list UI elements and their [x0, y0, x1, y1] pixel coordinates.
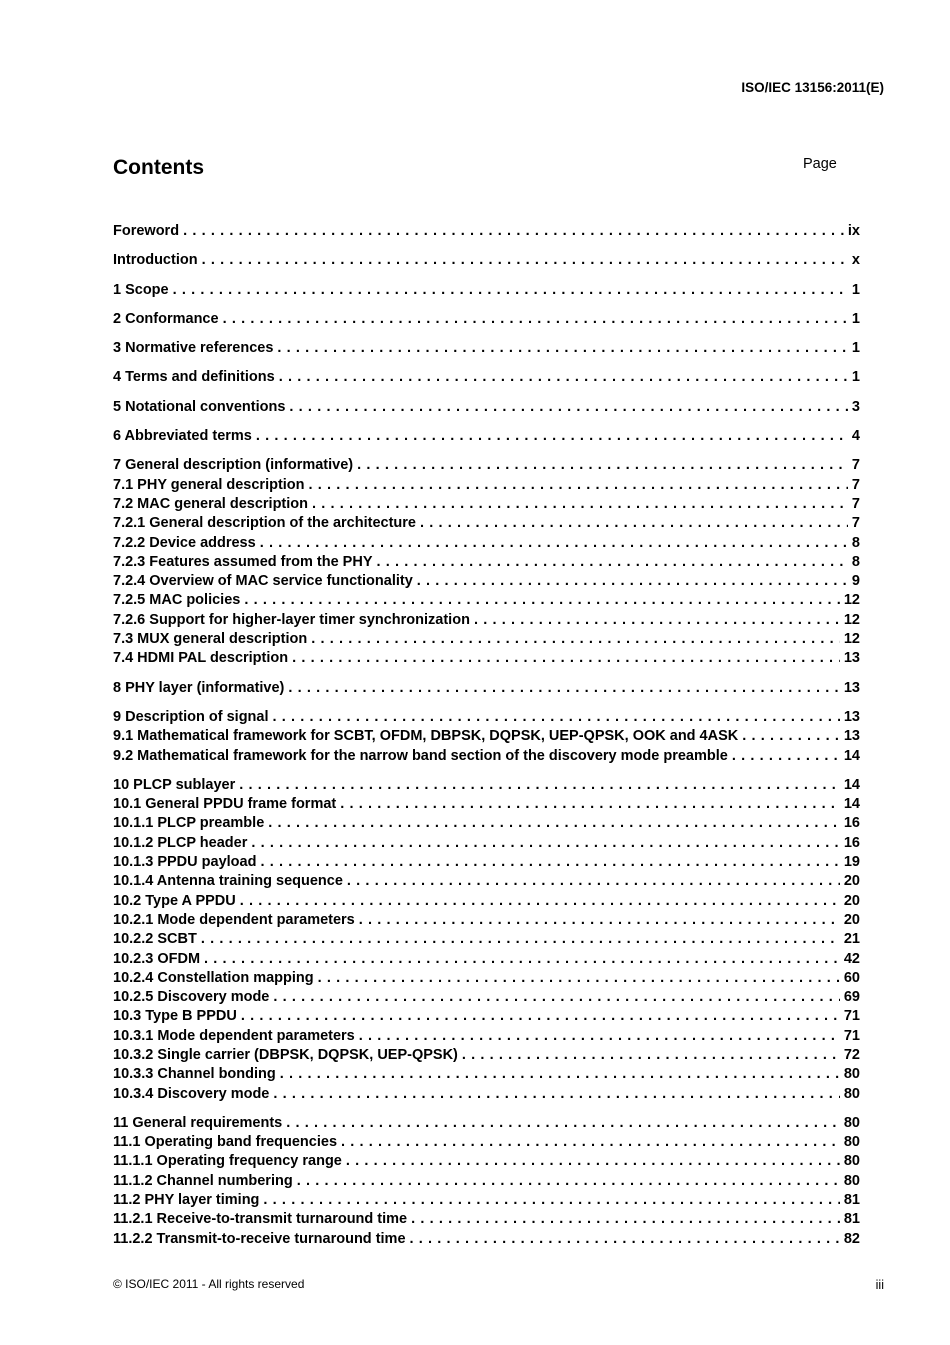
toc-entry-page: 7: [851, 495, 860, 512]
toc-entry[interactable]: [113, 572, 860, 591]
toc-entry-label: 2 Conformance: [113, 310, 219, 327]
toc-group: [113, 368, 860, 387]
toc-group: [113, 776, 860, 1104]
toc-entry-page: 71: [843, 1008, 860, 1025]
toc-entry-label: 10.1.2 PLCP header: [113, 834, 248, 851]
toc-leader-dots: [411, 1210, 840, 1229]
toc-entry-page: 81: [843, 1211, 860, 1228]
toc-entry-label: 7.2.2 Device address: [113, 534, 256, 551]
toc-entry-page: 80: [843, 1114, 860, 1131]
toc-leader-dots: [462, 1046, 840, 1065]
toc-entry[interactable]: [113, 930, 860, 949]
toc-entry-page: 42: [843, 950, 860, 967]
toc-entry-label: 10.2.4 Constellation mapping: [113, 969, 314, 986]
toc-entry[interactable]: [113, 776, 860, 795]
toc-entry-label: 10.1 General PPDU frame format: [113, 796, 337, 813]
toc-entry-label: 7.2.3 Features assumed from the PHY: [113, 553, 373, 570]
toc-entry-page: 8: [851, 553, 860, 570]
toc-entry-page: 80: [843, 1172, 860, 1189]
toc-leader-dots: [318, 969, 840, 988]
toc-leader-dots: [244, 591, 840, 610]
toc-entry-label: 11.1.1 Operating frequency range: [113, 1153, 342, 1170]
toc-leader-dots: [359, 911, 840, 930]
toc-entry[interactable]: [113, 1210, 860, 1229]
toc-entry-label: 1 Scope: [113, 281, 169, 298]
toc-entry-label: 10.1.4 Antenna training sequence: [113, 873, 343, 890]
toc-entry[interactable]: [113, 1065, 860, 1084]
toc-entry[interactable]: [113, 795, 860, 814]
toc-entry-label: 9 Description of signal: [113, 708, 269, 725]
toc-entry-page: 16: [843, 815, 860, 832]
toc-group: [113, 398, 860, 417]
toc-entry[interactable]: [113, 1152, 860, 1171]
toc-entry-page: 80: [843, 1153, 860, 1170]
toc-entry-page: 13: [843, 679, 860, 696]
toc-entry-page: 72: [843, 1046, 860, 1063]
toc-entry-page: 13: [843, 728, 860, 745]
toc-entry-label: 11.2 PHY layer timing: [113, 1192, 260, 1209]
toc-leader-dots: [273, 988, 839, 1007]
toc-entry-page: 81: [843, 1192, 860, 1209]
toc-entry-page: 7: [851, 515, 860, 532]
toc-leader-dots: [311, 630, 840, 649]
toc-entry[interactable]: [113, 591, 860, 610]
toc-group: [113, 251, 860, 270]
toc-leader-dots: [286, 1114, 840, 1133]
toc-entry[interactable]: [113, 1007, 860, 1026]
toc-entry-page: 80: [843, 1085, 860, 1102]
toc-entry-page: 13: [843, 650, 860, 667]
toc-entry-page: 1: [851, 369, 860, 386]
toc-leader-dots: [273, 1085, 839, 1104]
toc-leader-dots: [359, 1027, 840, 1046]
toc-entry-label: 10.3.2 Single carrier (DBPSK, DQPSK, UEP-QPSK): [113, 1046, 458, 1063]
page-column-label: Page: [803, 156, 837, 172]
toc-entry-label: 9.1 Mathematical framework for SCBT, OFDM, DBPSK, DQPSK, UEP-QPSK, OOK and 4ASK: [113, 728, 739, 745]
toc-entry[interactable]: [113, 1085, 860, 1104]
copyright-notice: © ISO/IEC 2011 - All rights reserved: [113, 1277, 305, 1291]
toc-group: [113, 708, 860, 766]
toc-leader-dots: [340, 795, 840, 814]
toc-group: [113, 222, 860, 241]
toc-entry[interactable]: [113, 834, 860, 853]
toc-entry[interactable]: [113, 534, 860, 553]
toc-entry[interactable]: [113, 630, 860, 649]
toc-entry-page: 20: [843, 873, 860, 890]
toc-entry[interactable]: [113, 1191, 860, 1210]
toc-entry-page: 7: [851, 457, 860, 474]
toc-entry[interactable]: [113, 1114, 860, 1133]
toc-entry-label: 8 PHY layer (informative): [113, 679, 285, 696]
toc-entry[interactable]: [113, 611, 860, 630]
toc-entry-page: 3: [851, 398, 860, 415]
toc-entry-label: 7.4 HDMI PAL description: [113, 650, 289, 667]
toc-leader-dots: [417, 572, 848, 591]
toc-leader-dots: [377, 553, 848, 572]
toc-leader-dots: [309, 476, 848, 495]
toc-entry[interactable]: [113, 988, 860, 1007]
toc-entry[interactable]: [113, 398, 860, 417]
toc-leader-dots: [277, 339, 848, 358]
toc-leader-dots: [268, 814, 840, 833]
toc-group: [113, 456, 860, 668]
toc-entry[interactable]: [113, 708, 860, 727]
toc-leader-dots: [280, 1065, 840, 1084]
toc-entry[interactable]: [113, 514, 860, 533]
toc-entry-page: 82: [843, 1230, 860, 1247]
toc-leader-dots: [201, 930, 840, 949]
page-title: Contents: [113, 156, 204, 179]
toc-entry[interactable]: [113, 911, 860, 930]
toc-group: [113, 281, 860, 300]
toc-entry-page: 60: [843, 969, 860, 986]
page-number: iii: [875, 1278, 884, 1292]
toc-entry-page: 80: [843, 1134, 860, 1151]
toc-entry[interactable]: [113, 727, 860, 746]
toc-entry-page: 12: [843, 611, 860, 628]
toc-entry-label: 10.3.1 Mode dependent parameters: [113, 1027, 355, 1044]
toc-leader-dots: [312, 495, 848, 514]
toc-entry[interactable]: [113, 495, 860, 514]
toc-entry[interactable]: [113, 251, 860, 270]
toc-entry-label: 10.1.3 PPDU payload: [113, 854, 257, 871]
toc-entry[interactable]: [113, 456, 860, 475]
toc-entry-page: 14: [843, 776, 860, 793]
toc-entry[interactable]: [113, 872, 860, 891]
toc-leader-dots: [341, 1133, 840, 1152]
toc-entry[interactable]: [113, 1133, 860, 1152]
toc-entry-label: 9.2 Mathematical framework for the narrow band section of the discovery mode preamble: [113, 747, 728, 764]
toc-entry[interactable]: [113, 814, 860, 833]
toc-entry-page: 4: [851, 428, 860, 445]
toc-leader-dots: [173, 281, 848, 300]
toc-leader-dots: [346, 1152, 840, 1171]
toc-leader-dots: [292, 649, 840, 668]
toc-entry[interactable]: [113, 476, 860, 495]
toc-leader-dots: [251, 834, 840, 853]
toc-entry[interactable]: [113, 281, 860, 300]
toc-entry-label: 7.2.5 MAC policies: [113, 592, 241, 609]
toc-entry[interactable]: [113, 1027, 860, 1046]
toc-leader-dots: [202, 251, 848, 270]
toc-entry[interactable]: [113, 1172, 860, 1191]
toc-entry[interactable]: [113, 950, 860, 969]
toc-entry-label: 7.2.4 Overview of MAC service functionality: [113, 573, 413, 590]
toc-entry[interactable]: [113, 969, 860, 988]
toc-leader-dots: [732, 747, 840, 766]
toc-entry-label: 3 Normative references: [113, 340, 274, 357]
toc-group: [113, 310, 860, 329]
toc-leader-dots: [260, 534, 848, 553]
toc-entry[interactable]: [113, 368, 860, 387]
toc-leader-dots: [241, 1007, 840, 1026]
toc-entry-label: 10.3.3 Channel bonding: [113, 1066, 276, 1083]
toc-entry-label: 7.2 MAC general description: [113, 495, 308, 512]
toc-entry-label: 10.2.1 Mode dependent parameters: [113, 911, 355, 928]
toc-entry-label: 10.2.3 OFDM: [113, 950, 201, 967]
toc-entry-label: Introduction: [113, 252, 198, 269]
toc-entry-label: 11.1 Operating band frequencies: [113, 1134, 338, 1151]
toc-entry-page: 13: [843, 708, 860, 725]
toc-entry-label: 4 Terms and definitions: [113, 369, 275, 386]
toc-entry-page: 1: [851, 281, 860, 298]
toc-entry[interactable]: [113, 310, 860, 329]
toc-entry-page: 14: [843, 747, 860, 764]
toc-group: [113, 1114, 860, 1249]
toc-group: [113, 339, 860, 358]
toc-entry-label: Foreword: [113, 223, 180, 239]
toc-entry-label: 10.2.5 Discovery mode: [113, 989, 270, 1006]
toc-leader-dots: [742, 727, 840, 746]
toc-entry-label: 10.3 Type B PPDU: [113, 1008, 237, 1025]
toc-entry-label: 7.3 MUX general description: [113, 631, 308, 648]
toc-entry-page: 69: [843, 989, 860, 1006]
toc-entry[interactable]: [113, 853, 860, 872]
toc-entry-page: 71: [843, 1027, 860, 1044]
toc-leader-dots: [260, 853, 839, 872]
toc-entry-page: 8: [851, 534, 860, 551]
toc-entry[interactable]: [113, 553, 860, 572]
toc-entry-page: 14: [843, 796, 860, 813]
toc-leader-dots: [347, 872, 840, 891]
toc-entry-label: 11.2.1 Receive-to-transmit turnaround time: [113, 1211, 408, 1228]
toc-leader-dots: [204, 950, 840, 969]
toc-group: [113, 679, 860, 698]
toc-entry-label: 10.2 Type A PPDU: [113, 892, 236, 909]
toc-entry-label: 10.2.2 SCBT: [113, 931, 197, 948]
table-of-contents: [113, 222, 860, 1259]
toc-entry-label: 10 PLCP sublayer: [113, 776, 236, 793]
toc-entry-label: 7.2.6 Support for higher-layer timer synchronization: [113, 611, 470, 628]
toc-entry-label: 7 General description (informative): [113, 457, 354, 474]
toc-entry[interactable]: [113, 747, 860, 766]
toc-entry-label: 5 Notational conventions: [113, 398, 286, 415]
toc-entry-page: ix: [847, 223, 860, 239]
toc-entry-label: 7.1 PHY general description: [113, 476, 305, 493]
toc-entry[interactable]: [113, 649, 860, 668]
toc-leader-dots: [288, 679, 839, 698]
toc-entry-page: 20: [843, 892, 860, 909]
toc-entry-page: 16: [843, 834, 860, 851]
toc-entry-page: 20: [843, 911, 860, 928]
toc-leader-dots: [263, 1191, 839, 1210]
toc-entry-page: 1: [851, 340, 860, 357]
toc-entry-label: 11.1.2 Channel numbering: [113, 1172, 293, 1189]
toc-leader-dots: [297, 1172, 840, 1191]
toc-entry[interactable]: [113, 1046, 860, 1065]
toc-leader-dots: [273, 708, 840, 727]
toc-entry-label: 10.1.1 PLCP preamble: [113, 815, 265, 832]
toc-entry-page: 80: [843, 1066, 860, 1083]
toc-entry[interactable]: [113, 339, 860, 358]
toc-leader-dots: [223, 310, 848, 329]
toc-entry-label: 11.2.2 Transmit-to-receive turnaround time: [113, 1230, 406, 1247]
toc-entry-label: 11 General requirements: [113, 1114, 283, 1131]
toc-group: [113, 427, 860, 446]
toc-entry[interactable]: [113, 1230, 860, 1249]
toc-leader-dots: [289, 398, 848, 417]
toc-entry-page: 12: [843, 592, 860, 609]
toc-leader-dots: [420, 514, 848, 533]
toc-entry-label: 6 Abbreviated terms: [113, 428, 252, 445]
toc-entry[interactable]: [113, 222, 860, 241]
toc-entry-page: 1: [851, 310, 860, 327]
toc-entry-page: 19: [843, 854, 860, 871]
toc-entry-page: 12: [843, 631, 860, 648]
toc-entry[interactable]: [113, 427, 860, 446]
toc-leader-dots: [240, 892, 840, 911]
toc-leader-dots: [357, 456, 848, 475]
document-id: ISO/IEC 13156:2011(E): [741, 80, 884, 95]
toc-entry[interactable]: [113, 892, 860, 911]
toc-entry-page: 21: [843, 931, 860, 948]
toc-entry[interactable]: [113, 679, 860, 698]
toc-entry-page: 9: [851, 573, 860, 590]
toc-entry-page: 7: [851, 476, 860, 493]
toc-leader-dots: [183, 222, 844, 241]
toc-entry-page: x: [851, 252, 860, 269]
toc-leader-dots: [410, 1230, 840, 1249]
toc-leader-dots: [474, 611, 840, 630]
toc-leader-dots: [279, 368, 848, 387]
toc-entry-label: 10.3.4 Discovery mode: [113, 1085, 270, 1102]
toc-leader-dots: [239, 776, 840, 795]
toc-entry-label: 7.2.1 General description of the architecture: [113, 515, 416, 532]
toc-leader-dots: [256, 427, 848, 446]
